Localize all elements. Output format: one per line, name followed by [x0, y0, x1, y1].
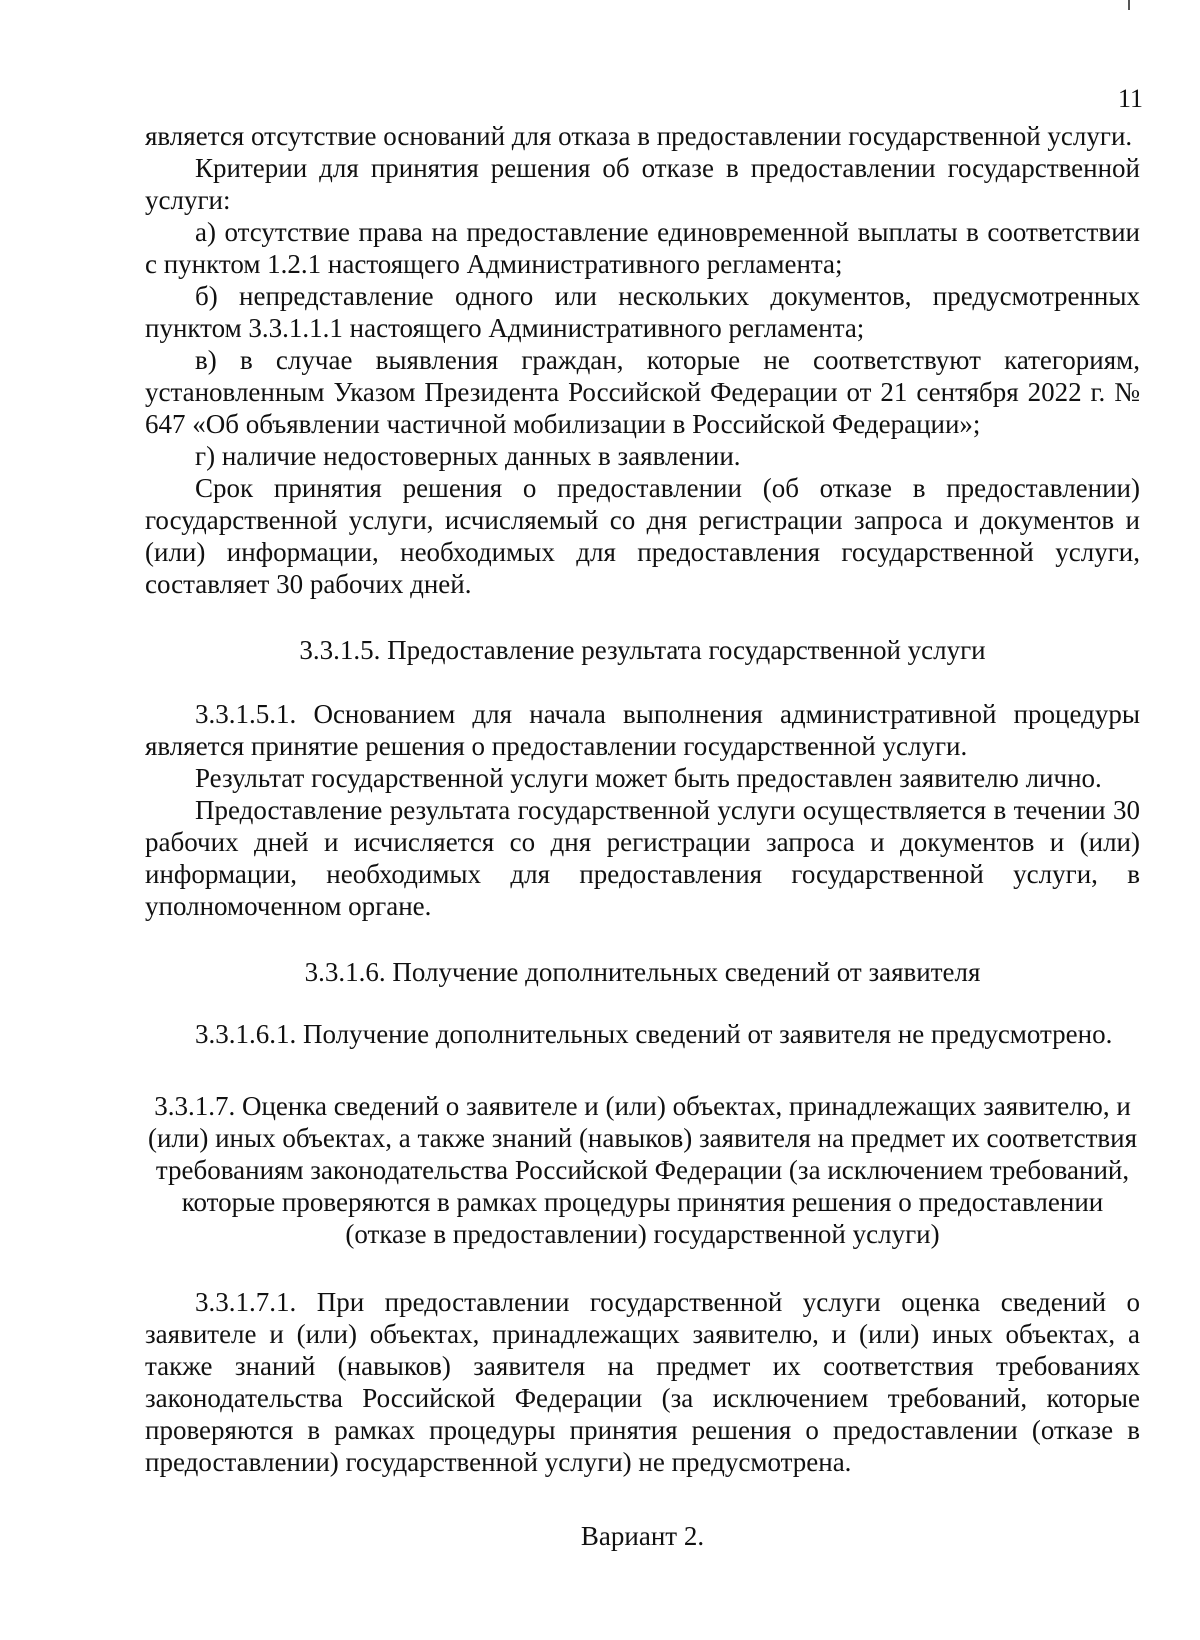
paragraph-criteria-intro: Критерии для принятия решения об отказе в предоставлении государственной услуги: [145, 153, 1140, 215]
paragraph-3-3-1-7-1: 3.3.1.7.1. При предоставлении государственной услуги оценка сведений о заявителе и (или) объектах, принадлежащих заявителю, и (или) иных объектах, а также знаний (навыков) заявителя на предмет их соответствия требованиях законодательства Российской Федерации (за исключением требований, которые проверяются в рамках процедуры принятия решения о предоставлении (отказе в предоставлении) государственной услуги) не предусмотрена. [145, 1287, 1140, 1477]
paragraph-criterion-g: г) наличие недостоверных данных в заявлении. [195, 441, 741, 471]
paragraph-criterion-b: б) непредставление одного или нескольких документов, предусмотренных пунктом 3.3.1.1.1 настоящего Административного регламента; [145, 281, 1140, 343]
paragraph-criterion-v: в) в случае выявления граждан, которые не соответствуют категориям, установленным Указом Президента Российской Федерации от 21 сентября 2022 г. № 647 «Об объявлении частичной мобилизации в Российской Федерации»; [145, 345, 1140, 439]
page-number: 11 [1117, 84, 1143, 113]
paragraph-3-3-1-6-1: 3.3.1.6.1. Получение дополнительных сведений от заявителя не предусмотрено. [195, 1019, 1113, 1049]
paragraph-criterion-a: а) отсутствие права на предоставление единовременной выплаты в соответствии с пунктом 1.2.1 настоящего Административного регламента; [145, 217, 1140, 279]
document-body [145, 120, 1140, 1552]
section-heading-3-3-1-5: 3.3.1.5. Предоставление результата государственной услуги [299, 635, 986, 665]
scan-mark [1128, 0, 1130, 10]
section-heading-3-3-1-6: 3.3.1.6. Получение дополнительных сведений от заявителя [304, 957, 981, 987]
paragraph-3-3-1-5-1: 3.3.1.5.1. Основанием для начала выполнения административной процедуры является принятие решения о предоставлении государственной услуги. [145, 699, 1140, 761]
variant-heading: Вариант 2. [580, 1521, 705, 1551]
paragraph-deadline: Срок принятия решения о предоставлении (об отказе в предоставлении) государственной услуги, исчисляемый со дня регистрации запроса и документов и (или) информации, необходимых для предоставления государственной услуги, составляет 30 рабочих дней. [145, 473, 1140, 599]
paragraph-result-deadline: Предоставление результата государственной услуги осуществляется в течении 30 рабочих дней и исчисляется со дня регистрации запроса и документов и (или) информации, необходимых для предоставления государственной услуги, в уполномоченном органе. [145, 795, 1140, 921]
paragraph-continuation: является отсутствие оснований для отказа в предоставлении государственной услуги. [145, 121, 1133, 151]
section-heading-3-3-1-7: 3.3.1.7. Оценка сведений о заявителе и (или) объектах, принадлежащих заявителю, и (или) иных объектах, а также знаний (навыков) заявителя на предмет их соответствия требованиям законодательства Российской Федерации (за исключением требований, которые проверяются в рамках процедуры принятия решения о предоставлении (отказе в предоставлении) государственной услуги) [147, 1091, 1138, 1249]
paragraph-result-personally: Результат государственной услуги может быть предоставлен заявителю лично. [195, 763, 1102, 793]
